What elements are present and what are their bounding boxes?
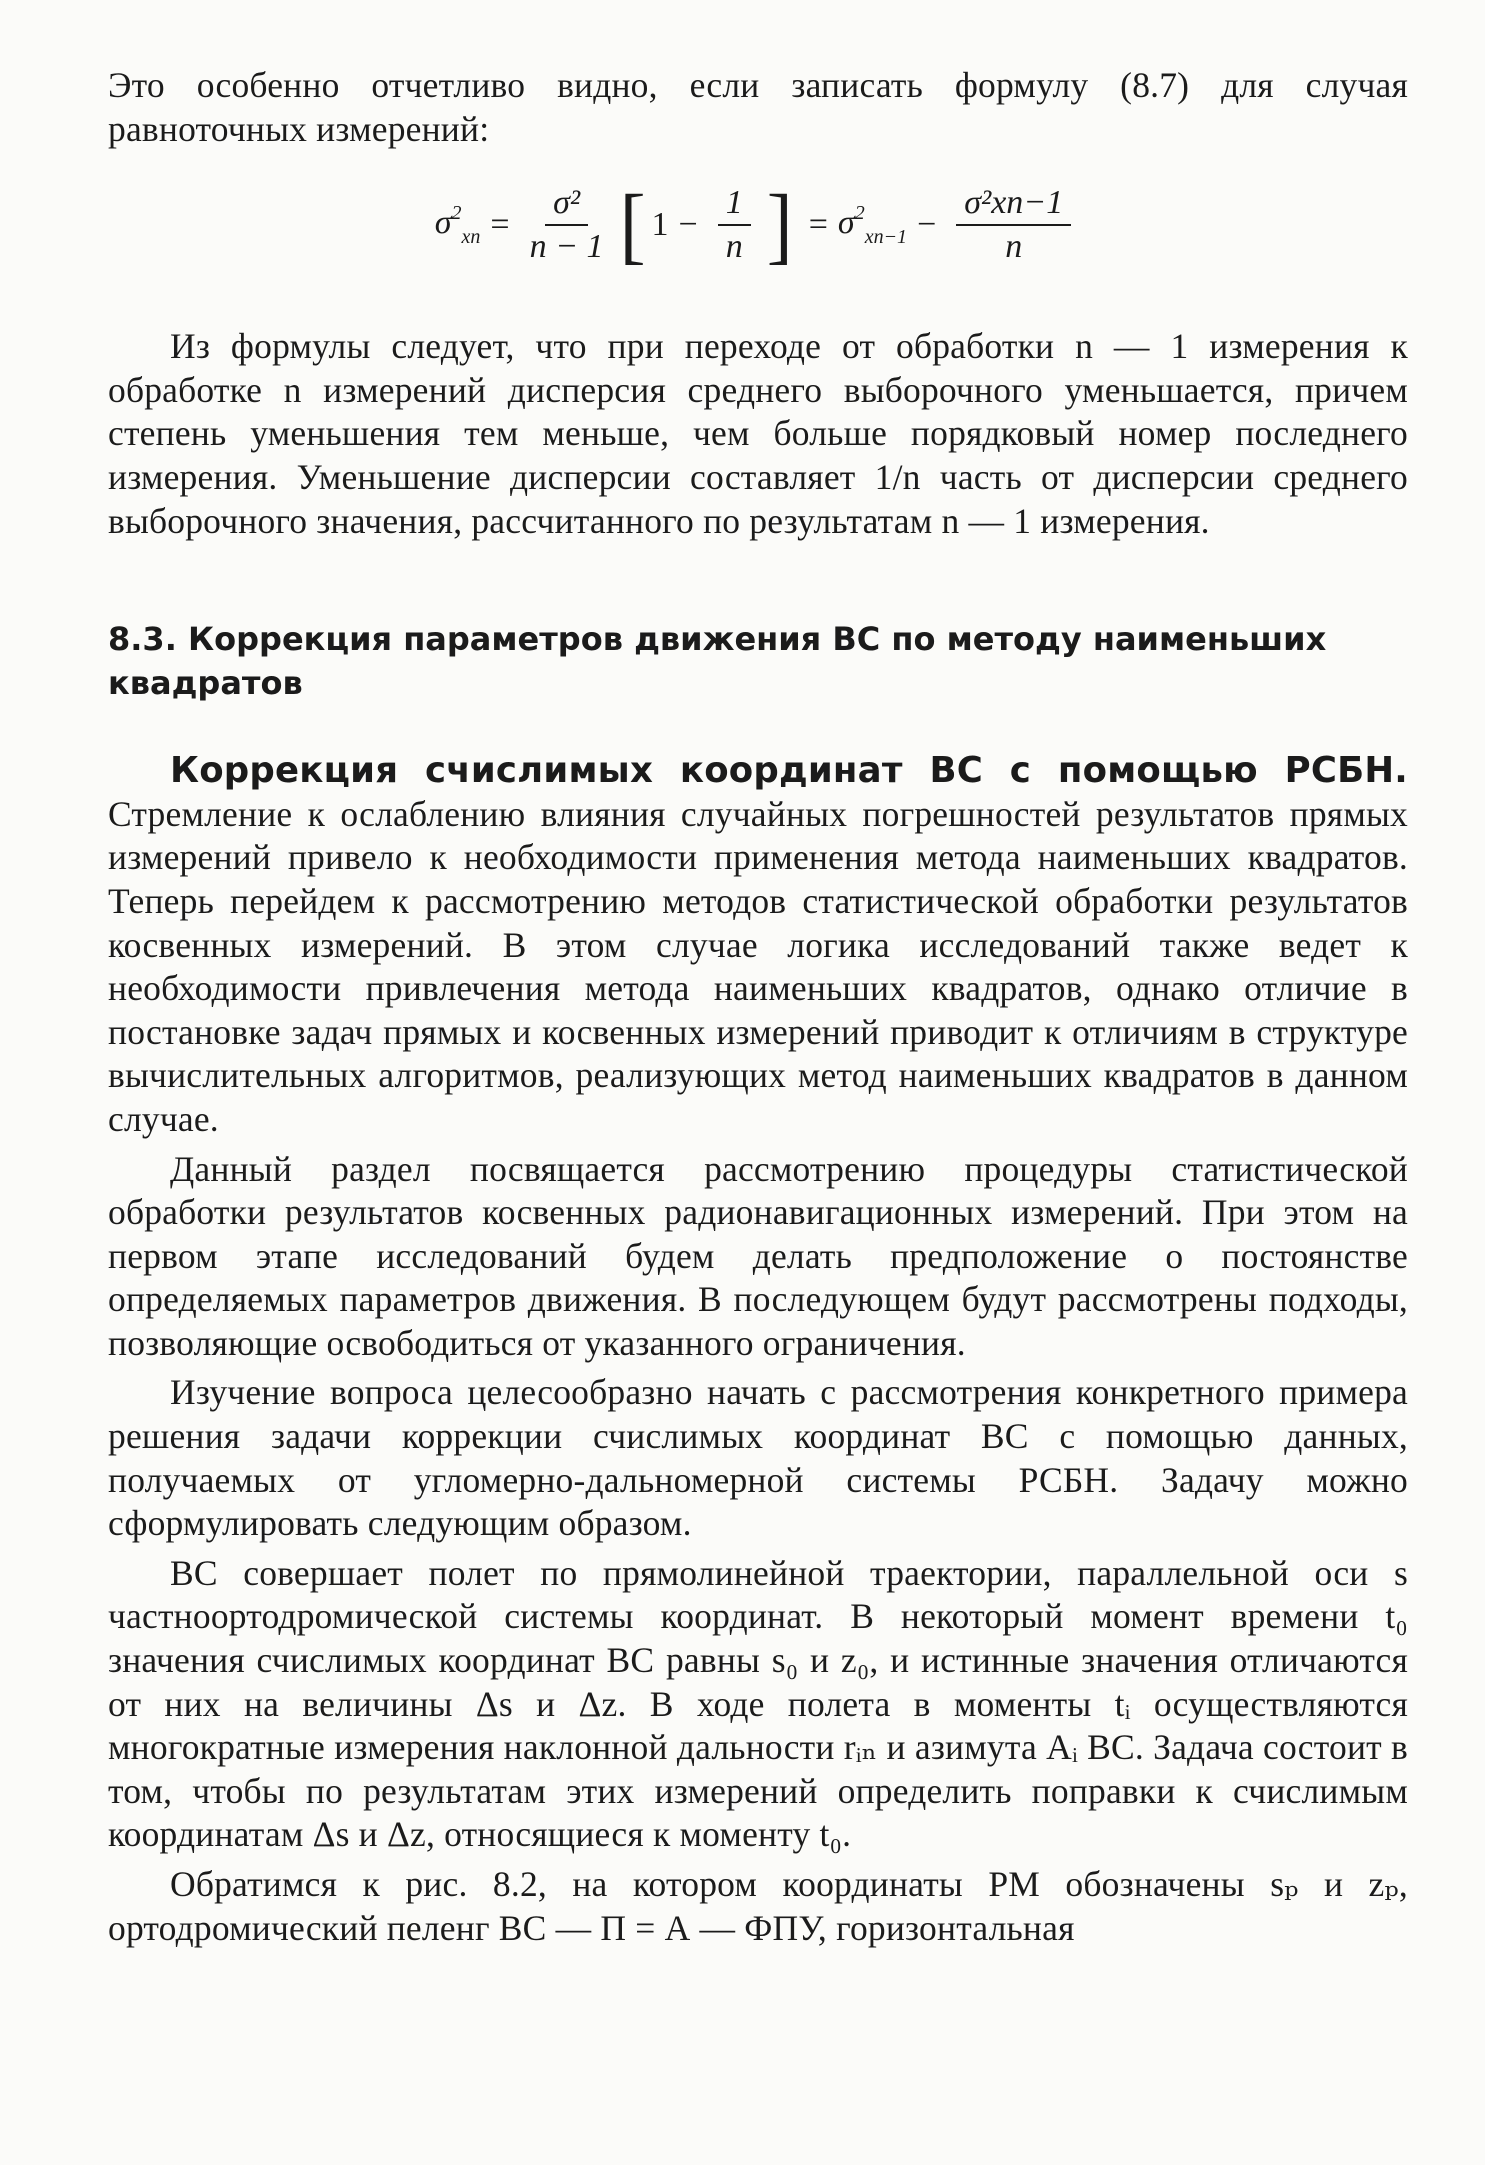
formula-bracket-open: [ bbox=[619, 176, 646, 273]
section-number: 8.3. bbox=[108, 620, 177, 659]
paragraph-problem-intro: Изучение вопроса целесообразно начать с рассмотрения конкретного примера решения задачи коррекции счислимых координат ВС с помощью данных, получаемых от угломерно-дальномерной системы РСБН. Задачу можно сформулировать следующим образом. bbox=[108, 1372, 1408, 1544]
formula-mid-term: $\sigma^2_{xn-1}$ bbox=[837, 201, 908, 248]
formula-equals-2: = bbox=[808, 206, 828, 244]
formula-fraction-3: $\frac{\text{σ²xn−1}}{n}$ bbox=[956, 184, 1071, 266]
paragraph-body: Стремление к ослаблению влияния случайных погрешностей результатов прямых измерений привело к необходимости применения метода наименьших квадратов. Теперь перейдем к рассмотрению методов статистической обработки результатов косвенных измерений. В этом случае логика исследований также ведет к необходимости привлечения метода наименьших квадратов, однако отличие в постановке задач прямых и косвенных измерений приводит к отличиям в структуре вычислительных алгоритмов, реализующих метод наименьших квадратов в данном случае. bbox=[108, 793, 1408, 1139]
variance-formula bbox=[108, 155, 1408, 295]
page-content bbox=[108, 64, 1408, 1950]
paragraph-problem-statement: ВС совершает полет по прямолинейной траектории, параллельной оси s частноортодромической системы координат. В некоторый момент времени t₀ значения счислимых координат ВС равны s₀ и z₀, и истинные значения отличаются от них на величины Δs и Δz. В ходе полета в моменты tᵢ осуществляются многократные измерения наклонной дальности rᵢₙ и азимута Aᵢ ВС. Задача состоит в том, чтобы по результатам этих измерений определить поправки к счислимым координатам Δs и Δz, относящиеся к моменту t₀. bbox=[108, 1552, 1408, 1855]
section-heading bbox=[108, 617, 1408, 705]
paragraph-figure-reference: Обратимся к рис. 8.2, на котором координаты РМ обозначены sₚ и zₚ, ортодромический пеленг ВС — П = А — ФПУ, горизонтальная bbox=[108, 1864, 1408, 1948]
formula-lhs: $\sigma^2_{xn}$ bbox=[434, 201, 481, 248]
intro-paragraph: Это особенно отчетливо видно, если записать формулу (8.7) для случая равноточных измерений: bbox=[108, 65, 1408, 149]
formula-one: 1 bbox=[651, 206, 669, 244]
formula-equals: = bbox=[490, 206, 510, 244]
formula-fraction-1: $\frac{\text{σ²}}{n - 1}$ bbox=[529, 184, 604, 266]
paragraph-variance-conclusion: Из формулы следует, что при переходе от обработки n — 1 измерения к обработке n измерений дисперсия среднего выборочного уменьшается, причем степень уменьшения тем меньше, чем больше порядковый номер последнего измерения. Уменьшение дисперсии составляет 1/n часть от дисперсии среднего выборочного значения, рассчитанного по результатам n — 1 измерения. bbox=[108, 326, 1408, 541]
paragraph-section-purpose: Данный раздел посвящается рассмотрению процедуры статистической обработки результатов косвенных радионавигационных измерений. При этом на первом этапе исследований будем делать предположение о постоянстве определяемых параметров движения. В последующем будут рассмотрены подходы, позволяющие освободиться от указанного ограничения. bbox=[108, 1148, 1408, 1363]
formula-minus: − bbox=[678, 206, 698, 244]
formula-bracket-close: ] bbox=[766, 176, 793, 273]
formula-fraction-2: $\frac{1}{n}$ bbox=[718, 184, 751, 266]
section-title: Коррекция параметров движения ВС по методу наименьших квадратов bbox=[108, 620, 1327, 703]
paragraph-rsbn-correction bbox=[108, 749, 1408, 1141]
paragraph-lead-in: Коррекция счислимых координат ВС с помощью РСБН. bbox=[170, 750, 1408, 792]
formula-minus-2: − bbox=[917, 206, 937, 244]
